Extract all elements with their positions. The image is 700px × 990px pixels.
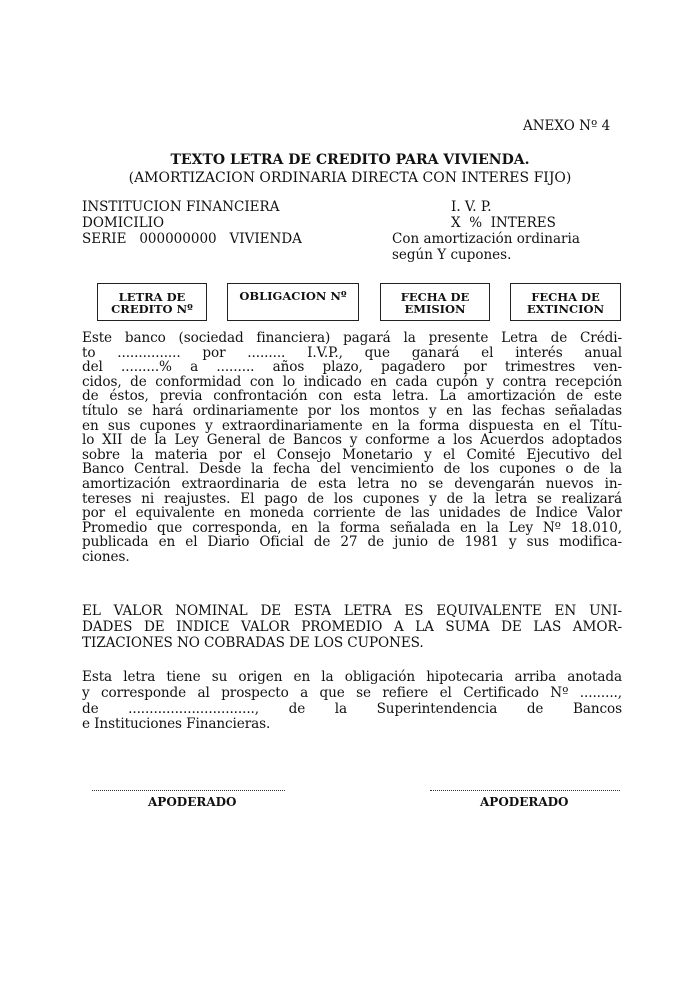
domicile-label: DOMICILIO	[82, 215, 165, 231]
series-label: SERIE 000000000 VIVIENDA	[82, 231, 302, 247]
text-line: sobre la materia por el Consejo Monetario y el Comité Ejecutivo del	[82, 446, 622, 463]
text-line: lo XII de la Ley General de Bancos y conforme a los Acuerdos adoptados	[82, 432, 622, 449]
text-line: y corresponde al prospecto a que se refiere el Certificado Nº .........,	[82, 684, 622, 701]
text-line: de éstos, previa confrontación con esta letra. La amortización de este	[82, 388, 622, 405]
box-extinction-date	[510, 283, 621, 321]
coupons-label: según Y cupones.	[392, 247, 512, 263]
text-line: to ............... por ......... I.V.P., que ganará el interés anual	[82, 344, 622, 361]
text-line: amortización extraordinaria de esta letra no se devengarán nuevos in-	[82, 476, 622, 492]
text-line: ciones.	[82, 549, 130, 565]
institution-label: INSTITUCION FINANCIERA	[82, 199, 280, 215]
signature-label-right: APODERADO	[480, 795, 569, 809]
box-label: FECHA DE	[531, 290, 600, 304]
ivp-label: I. V. P.	[451, 199, 492, 215]
text-line: del .........% a ......... años plazo, pagadero por trimestres ven-	[82, 359, 622, 376]
box-label: EMISION	[404, 302, 466, 316]
interest-label: X % INTERES	[451, 215, 556, 231]
box-credit-letter-number	[97, 283, 207, 321]
text-line: tereses ni reajustes. El pago de los cupones y de la letra se realizará	[82, 490, 622, 507]
text-line: Este banco (sociedad financiera) pagará la presente Letra de Crédi-	[82, 330, 622, 346]
box-label: EXTINCION	[526, 302, 605, 316]
text-line: e Instituciones Financieras.	[82, 716, 271, 733]
text-line: en sus cupones y extraordinariamente en la forma dispuesta en el Títu-	[82, 417, 622, 434]
signature-label-left: APODERADO	[148, 795, 237, 809]
text-line: TIZACIONES NO COBRADAS DE LOS CUPONES.	[82, 635, 424, 652]
text-line: de .............................., de la Superintendencia de Bancos	[82, 700, 622, 717]
text-line: publicada en el Diario Oficial de 27 de junio de 1981 y sus modifica-	[82, 534, 622, 551]
signature-line-right	[430, 790, 620, 791]
text-line: por el equivalente en moneda corriente de las unidades de Indice Valor	[82, 505, 622, 522]
text-line: Banco Central. Desde la fecha del vencimiento de los cupones o de la	[82, 461, 622, 478]
box-label: FECHA DE	[400, 290, 470, 304]
text-line: cidos, de conformidad con lo indicado en cada cupón y contra recepción	[82, 373, 622, 390]
text-line: DADES DE INDICE VALOR PROMEDIO A LA SUMA DE LAS AMOR-	[82, 619, 622, 636]
document-subtitle: (AMORTIZACION ORDINARIA DIRECTA CON INTERES FIJO)	[128, 170, 572, 186]
annex-number: ANEXO Nº 4	[523, 118, 611, 134]
document-title: TEXTO LETRA DE CREDITO PARA VIVIENDA.	[170, 152, 530, 168]
signature-line-left	[92, 790, 285, 791]
box-issue-date	[380, 283, 490, 321]
text-line: Promedio que corresponda, en la forma señalada en la Ley Nº 18.010,	[82, 519, 622, 536]
amortization-label: Con amortización ordinaria	[392, 231, 580, 247]
text-line: título se hará ordinariamente por los montos y en las fechas señaladas	[82, 403, 622, 419]
box-label: OBLIGACION Nº	[239, 289, 347, 303]
text-line: Esta letra tiene su origen en la obligación hipotecaria arriba anotada	[82, 669, 622, 685]
box-obligation-number	[227, 283, 359, 321]
text-line: EL VALOR NOMINAL DE ESTA LETRA ES EQUIVALENTE EN UNI-	[82, 603, 622, 619]
box-label: CREDITO Nº	[111, 302, 193, 316]
box-label: LETRA DE	[118, 290, 186, 304]
